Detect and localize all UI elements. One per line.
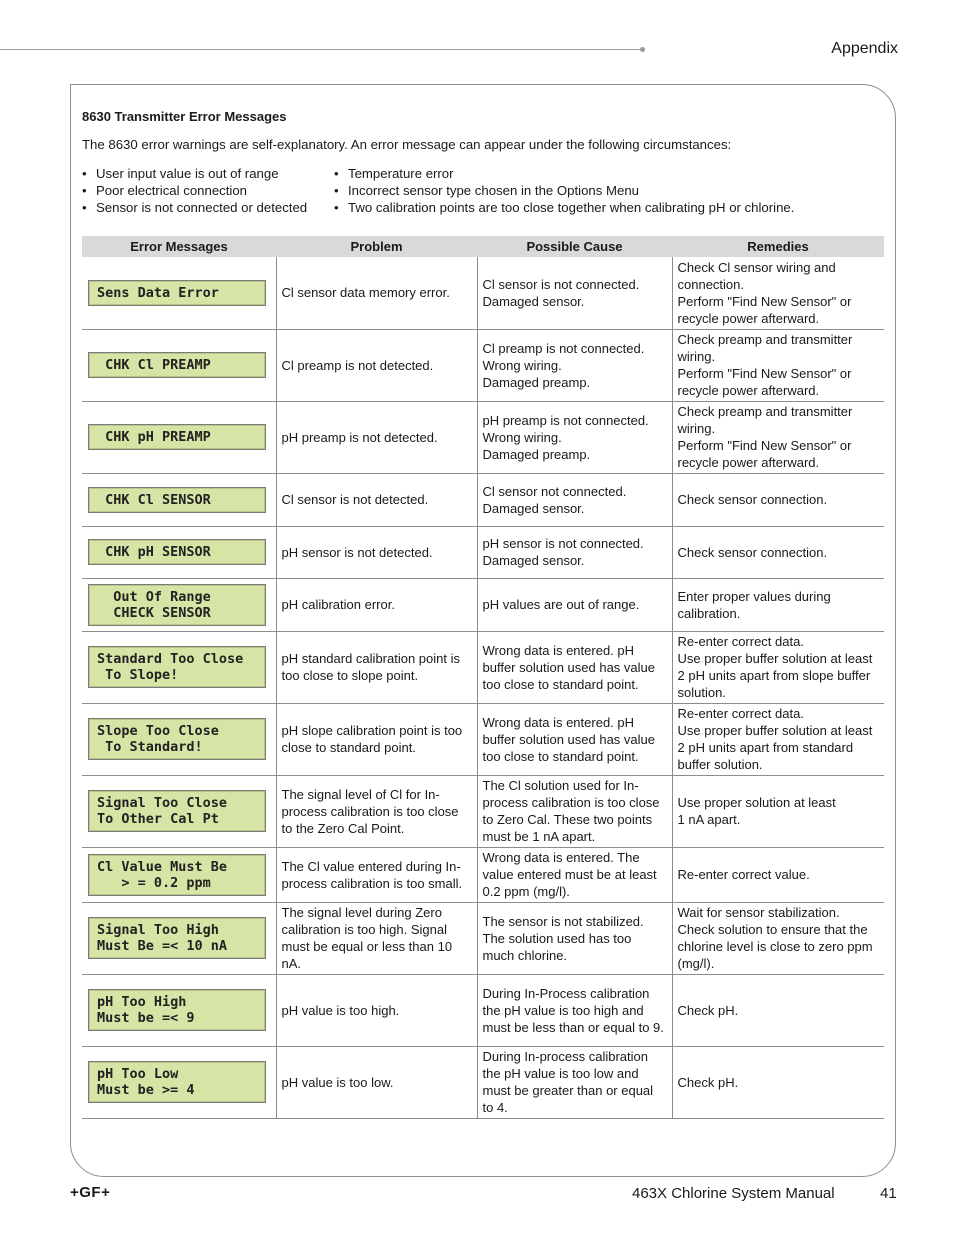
remedy-cell: Check Cl sensor wiring and connection. Perform "Find New Sensor" or recycle power afterward. xyxy=(672,257,884,329)
error-messages-table xyxy=(82,236,884,1119)
page-number: 41 xyxy=(880,1185,897,1202)
table-row xyxy=(82,703,884,775)
error-message-cell xyxy=(82,473,276,526)
error-message-cell xyxy=(82,526,276,578)
table-row xyxy=(82,473,884,526)
lcd-display: CHK pH PREAMP xyxy=(88,424,266,450)
cause-cell: Wrong data is entered. pH buffer solution used has value too close to standard point. xyxy=(477,703,672,775)
remedy-cell: Enter proper values during calibration. xyxy=(672,578,884,631)
lcd-display: Cl Value Must Be > = 0.2 ppm xyxy=(88,854,266,896)
lcd-display: Signal Too High Must Be =< 10 nA xyxy=(88,917,266,959)
cause-cell: pH values are out of range. xyxy=(477,578,672,631)
table-row xyxy=(82,974,884,1046)
error-message-cell xyxy=(82,329,276,401)
cause-cell: Cl sensor not connected. Damaged sensor. xyxy=(477,473,672,526)
cause-cell: pH preamp is not connected. Wrong wiring. Damaged preamp. xyxy=(477,401,672,473)
error-message-cell xyxy=(82,974,276,1046)
remedy-cell: Check pH. xyxy=(672,974,884,1046)
lcd-display: pH Too Low Must be >= 4 xyxy=(88,1061,266,1103)
lcd-display: CHK Cl SENSOR xyxy=(88,487,266,513)
table-row xyxy=(82,329,884,401)
lcd-display: Signal Too Close To Other Cal Pt xyxy=(88,790,266,832)
gf-logo: +GF+ xyxy=(70,1184,111,1201)
problem-cell: pH calibration error. xyxy=(276,578,477,631)
remedy-cell: Check preamp and transmitter wiring. Perform "Find New Sensor" or recycle power afterward. xyxy=(672,401,884,473)
problem-cell: pH value is too high. xyxy=(276,974,477,1046)
lcd-display: Out Of Range CHECK SENSOR xyxy=(88,584,266,626)
cause-cell: The sensor is not stabilized. The solution used has too much chlorine. xyxy=(477,902,672,974)
problem-cell: Cl sensor is not detected. xyxy=(276,473,477,526)
error-message-cell xyxy=(82,578,276,631)
remedy-cell: Wait for sensor stabilization. Check solution to ensure that the chlorine level is close to zero ppm (mg/l). xyxy=(672,902,884,974)
problem-cell: Cl preamp is not detected. xyxy=(276,329,477,401)
cause-cell: Cl sensor is not connected. Damaged sensor. xyxy=(477,257,672,329)
problem-cell: The signal level of Cl for In-process calibration is too close to the Zero Cal Point. xyxy=(276,775,477,847)
remedy-cell: Check pH. xyxy=(672,1046,884,1118)
cause-cell: pH sensor is not connected. Damaged sensor. xyxy=(477,526,672,578)
table-row xyxy=(82,526,884,578)
error-message-cell xyxy=(82,401,276,473)
list-item: • Sensor is not connected or detected xyxy=(82,199,307,216)
page-section-title: Appendix xyxy=(831,40,898,57)
cause-cell: Wrong data is entered. The value entered must be at least 0.2 ppm (mg/l). xyxy=(477,847,672,902)
remedy-cell: Check sensor connection. xyxy=(672,526,884,578)
remedy-cell: Re-enter correct data. Use proper buffer solution at least 2 pH units apart from slope buffer solution. xyxy=(672,631,884,703)
error-message-cell xyxy=(82,1046,276,1118)
problem-cell: The signal level during Zero calibration is too high. Signal must be equal or less than 10 nA. xyxy=(276,902,477,974)
lcd-display: Sens Data Error xyxy=(88,280,266,306)
section-heading: 8630 Transmitter Error Messages xyxy=(82,109,287,124)
error-message-cell xyxy=(82,703,276,775)
table-row xyxy=(82,631,884,703)
error-message-cell xyxy=(82,847,276,902)
lcd-display: Standard Too Close To Slope! xyxy=(88,646,266,688)
table-header-row xyxy=(82,236,884,257)
list-item: • Two calibration points are too close together when calibrating pH or chlorine. xyxy=(334,199,794,216)
manual-title: 463X Chlorine System Manual xyxy=(632,1185,835,1202)
lcd-display: Slope Too Close To Standard! xyxy=(88,718,266,760)
table-row xyxy=(82,257,884,329)
header-rule-dot xyxy=(640,47,645,52)
list-item: • User input value is out of range xyxy=(82,165,307,182)
problem-cell: pH sensor is not detected. xyxy=(276,526,477,578)
cause-cell: During In-process calibration the pH value is too low and must be greater than or equal to 4. xyxy=(477,1046,672,1118)
intro-text: The 8630 error warnings are self-explanatory. An error message can appear under the following circumstances: xyxy=(82,137,732,152)
error-message-cell xyxy=(82,257,276,329)
problem-cell: pH value is too low. xyxy=(276,1046,477,1118)
problem-cell: The Cl value entered during In-process calibration is too small. xyxy=(276,847,477,902)
table-row xyxy=(82,847,884,902)
error-message-cell xyxy=(82,631,276,703)
remedy-cell: Check sensor connection. xyxy=(672,473,884,526)
table-row xyxy=(82,1046,884,1118)
lcd-display: CHK pH SENSOR xyxy=(88,539,266,565)
remedy-cell: Use proper solution at least 1 nA apart. xyxy=(672,775,884,847)
remedy-cell: Check preamp and transmitter wiring. Perform "Find New Sensor" or recycle power afterward. xyxy=(672,329,884,401)
list-item: • Temperature error xyxy=(334,165,794,182)
list-item: • Incorrect sensor type chosen in the Options Menu xyxy=(334,182,794,199)
error-message-cell xyxy=(82,902,276,974)
cause-cell: Wrong data is entered. pH buffer solution used has value too close to standard point. xyxy=(477,631,672,703)
cause-cell: During In-Process calibration the pH value is too high and must be less than or equal to 9. xyxy=(477,974,672,1046)
header-rule xyxy=(0,49,641,50)
error-message-cell xyxy=(82,775,276,847)
header-error-messages: Error Messages xyxy=(82,236,276,257)
lcd-display: pH Too High Must be =< 9 xyxy=(88,989,266,1031)
header-problem: Problem xyxy=(276,236,477,257)
cause-cell: The Cl solution used for In-process calibration is too close to Zero Cal. These two points must be 1 nA apart. xyxy=(477,775,672,847)
remedy-cell: Re-enter correct value. xyxy=(672,847,884,902)
problem-cell: Cl sensor data memory error. xyxy=(276,257,477,329)
circumstance-list-right xyxy=(334,165,794,216)
header-possible-cause: Possible Cause xyxy=(477,236,672,257)
remedy-cell: Re-enter correct data. Use proper buffer solution at least 2 pH units apart from standard buffer solution. xyxy=(672,703,884,775)
table-row xyxy=(82,578,884,631)
circumstance-list-left xyxy=(82,165,307,216)
list-item: • Poor electrical connection xyxy=(82,182,307,199)
header-remedies: Remedies xyxy=(672,236,884,257)
table-row xyxy=(82,401,884,473)
lcd-display: CHK Cl PREAMP xyxy=(88,352,266,378)
problem-cell: pH standard calibration point is too close to slope point. xyxy=(276,631,477,703)
table-row xyxy=(82,775,884,847)
cause-cell: Cl preamp is not connected. Wrong wiring. Damaged preamp. xyxy=(477,329,672,401)
table-row xyxy=(82,902,884,974)
problem-cell: pH slope calibration point is too close to standard point. xyxy=(276,703,477,775)
problem-cell: pH preamp is not detected. xyxy=(276,401,477,473)
